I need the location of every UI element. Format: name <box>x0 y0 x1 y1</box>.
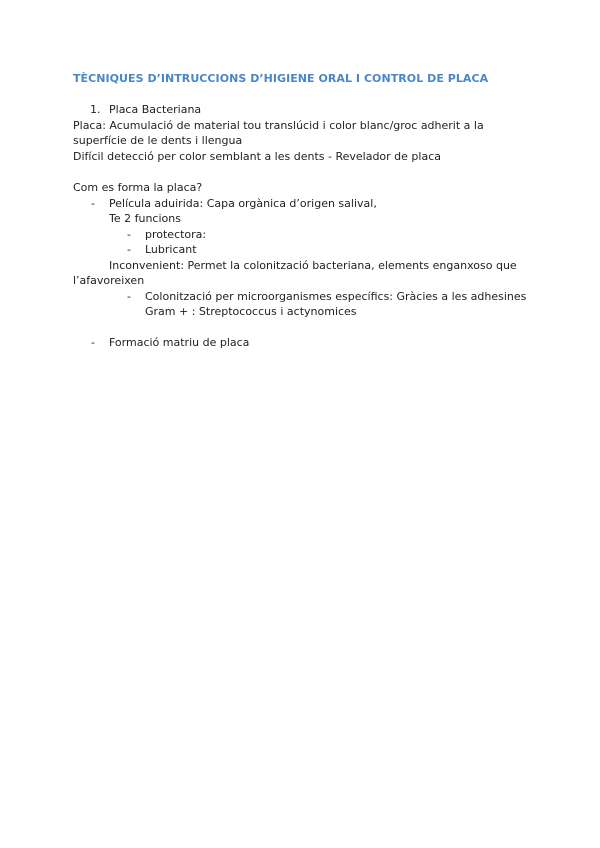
definition-line-2: superfície de le dents i llengua <box>73 134 243 147</box>
question-line: Com es forma la placa? <box>73 181 203 194</box>
colonitzacio-line-1: Colonització per microorganismes específics: Gràcies a les adhesines <box>145 290 527 303</box>
bullet-item-pelicula: Película aduirida: Capa orgànica d’origen salival, <box>109 197 377 210</box>
function-item-lubricant: Lubricant <box>145 243 197 256</box>
colonitzacio-line-2: Gram + : Streptococcus i actynomices <box>145 305 357 318</box>
section-heading: Placa Bacteriana <box>109 103 202 116</box>
bullet-marker: - <box>127 290 131 303</box>
function-item-protectora: protectora: <box>145 228 207 241</box>
bullet-marker: - <box>91 197 95 210</box>
inconvenient-line-2: l’afavoreixen <box>73 274 145 287</box>
document-title: TÈCNIQUES D’INTRUCCIONS D’HIGIENE ORAL I CONTROL DE PLACA <box>73 72 489 85</box>
functions-intro: Te 2 funcions <box>109 212 181 225</box>
bullet-marker: - <box>127 228 131 241</box>
bullet-marker: - <box>127 243 131 256</box>
bullet-marker: - <box>91 336 95 349</box>
definition-line-1: Placa: Acumulació de material tou translúcid i color blanc/groc adherit a la <box>73 119 484 132</box>
inconvenient-line-1: Inconvenient: Permet la colonització bacteriana, elements enganxoso que <box>109 259 517 272</box>
bullet-item-formacio: Formació matriu de placa <box>109 336 250 349</box>
list-number: 1. <box>90 103 101 116</box>
detection-line: Difícil detecció per color semblant a les dents - Revelador de placa <box>73 150 442 163</box>
